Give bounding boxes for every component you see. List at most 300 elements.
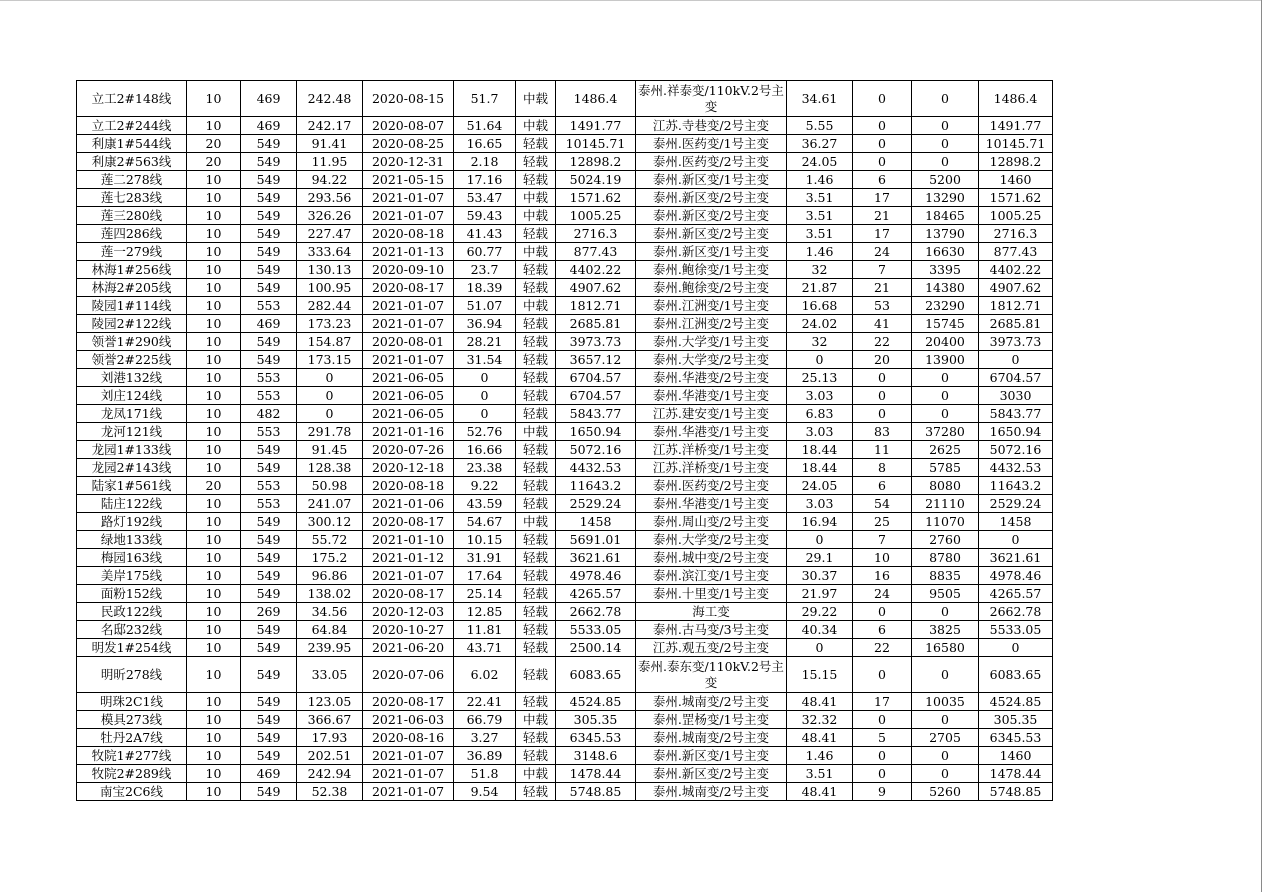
line-name-cell: 民政122线 <box>77 603 187 621</box>
table-row <box>77 585 1053 603</box>
load-rate-cell: 17.16 <box>454 171 516 189</box>
date-cell: 2021-05-15 <box>363 171 454 189</box>
substation-rate-cell: 0 <box>787 531 853 549</box>
date-cell: 2021-01-07 <box>363 315 454 333</box>
capacity-cell: 549 <box>241 243 297 261</box>
remaining-capacity-cell: 1571.62 <box>979 189 1053 207</box>
load-status-cell: 轻载 <box>516 531 556 549</box>
remaining-capacity-cell: 877.43 <box>979 243 1053 261</box>
reported-capacity-cell: 13900 <box>912 351 979 369</box>
table-row <box>77 639 1053 657</box>
remaining-capacity-cell: 4978.46 <box>979 567 1053 585</box>
line-name-cell: 陵园1#114线 <box>77 297 187 315</box>
capacity-cell: 549 <box>241 657 297 693</box>
load-cell: 242.17 <box>297 117 363 135</box>
table-row <box>77 207 1053 225</box>
substation-cell: 泰州.医药变/1号主变 <box>636 135 787 153</box>
capacity-cell: 549 <box>241 441 297 459</box>
load-cell: 300.12 <box>297 513 363 531</box>
load-cell: 91.45 <box>297 441 363 459</box>
substation-cell: 泰州.新区变/1号主变 <box>636 243 787 261</box>
count-cell: 8 <box>853 459 912 477</box>
available-capacity-cell: 2716.3 <box>556 225 636 243</box>
load-status-cell: 轻载 <box>516 315 556 333</box>
count-cell: 24 <box>853 243 912 261</box>
load-rate-cell: 66.79 <box>454 711 516 729</box>
load-rate-cell: 31.91 <box>454 549 516 567</box>
substation-rate-cell: 5.55 <box>787 117 853 135</box>
capacity-cell: 549 <box>241 711 297 729</box>
count-cell: 54 <box>853 495 912 513</box>
load-cell: 100.95 <box>297 279 363 297</box>
available-capacity-cell: 5691.01 <box>556 531 636 549</box>
load-status-cell: 轻载 <box>516 279 556 297</box>
substation-rate-cell: 18.44 <box>787 459 853 477</box>
voltage-cell: 20 <box>187 135 241 153</box>
load-rate-cell: 43.59 <box>454 495 516 513</box>
available-capacity-cell: 2685.81 <box>556 315 636 333</box>
date-cell: 2021-01-07 <box>363 765 454 783</box>
date-cell: 2021-01-06 <box>363 495 454 513</box>
load-status-cell: 轻载 <box>516 171 556 189</box>
date-cell: 2020-12-18 <box>363 459 454 477</box>
substation-rate-cell: 40.34 <box>787 621 853 639</box>
count-cell: 0 <box>853 387 912 405</box>
date-cell: 2020-08-17 <box>363 513 454 531</box>
date-cell: 2020-12-03 <box>363 603 454 621</box>
reported-capacity-cell: 11070 <box>912 513 979 531</box>
table-row <box>77 243 1053 261</box>
count-cell: 21 <box>853 279 912 297</box>
voltage-cell: 10 <box>187 639 241 657</box>
capacity-cell: 549 <box>241 351 297 369</box>
remaining-capacity-cell: 1005.25 <box>979 207 1053 225</box>
load-rate-cell: 9.22 <box>454 477 516 495</box>
substation-rate-cell: 0 <box>787 639 853 657</box>
line-name-cell: 莲七283线 <box>77 189 187 207</box>
capacity-cell: 549 <box>241 621 297 639</box>
load-status-cell: 轻载 <box>516 261 556 279</box>
available-capacity-cell: 4907.62 <box>556 279 636 297</box>
capacity-cell: 549 <box>241 783 297 801</box>
date-cell: 2020-08-18 <box>363 477 454 495</box>
capacity-cell: 549 <box>241 279 297 297</box>
available-capacity-cell: 10145.71 <box>556 135 636 153</box>
voltage-cell: 10 <box>187 297 241 315</box>
line-name-cell: 龙园2#143线 <box>77 459 187 477</box>
load-rate-cell: 59.43 <box>454 207 516 225</box>
substation-rate-cell: 24.05 <box>787 477 853 495</box>
count-cell: 25 <box>853 513 912 531</box>
capacity-cell: 553 <box>241 297 297 315</box>
count-cell: 0 <box>853 747 912 765</box>
substation-rate-cell: 3.03 <box>787 387 853 405</box>
capacity-cell: 549 <box>241 207 297 225</box>
reported-capacity-cell: 5260 <box>912 783 979 801</box>
line-name-cell: 牧院2#289线 <box>77 765 187 783</box>
load-status-cell: 中载 <box>516 513 556 531</box>
count-cell: 6 <box>853 621 912 639</box>
load-cell: 138.02 <box>297 585 363 603</box>
substation-cell: 泰州.大学变/2号主变 <box>636 351 787 369</box>
date-cell: 2021-01-13 <box>363 243 454 261</box>
substation-cell: 泰州.大学变/2号主变 <box>636 531 787 549</box>
line-name-cell: 牡丹2A7线 <box>77 729 187 747</box>
substation-cell: 泰州.江洲变/2号主变 <box>636 315 787 333</box>
table-row <box>77 729 1053 747</box>
voltage-cell: 10 <box>187 225 241 243</box>
remaining-capacity-cell: 1458 <box>979 513 1053 531</box>
load-status-cell: 轻载 <box>516 495 556 513</box>
remaining-capacity-cell: 6345.53 <box>979 729 1053 747</box>
voltage-cell: 10 <box>187 441 241 459</box>
date-cell: 2021-01-16 <box>363 423 454 441</box>
load-rate-cell: 36.94 <box>454 315 516 333</box>
load-status-cell: 中载 <box>516 243 556 261</box>
capacity-cell: 553 <box>241 387 297 405</box>
load-cell: 173.23 <box>297 315 363 333</box>
voltage-cell: 10 <box>187 423 241 441</box>
date-cell: 2021-06-03 <box>363 711 454 729</box>
load-status-cell: 轻载 <box>516 225 556 243</box>
count-cell: 9 <box>853 783 912 801</box>
load-cell: 33.05 <box>297 657 363 693</box>
load-cell: 123.05 <box>297 693 363 711</box>
date-cell: 2021-01-07 <box>363 189 454 207</box>
count-cell: 22 <box>853 639 912 657</box>
count-cell: 0 <box>853 369 912 387</box>
available-capacity-cell: 4978.46 <box>556 567 636 585</box>
date-cell: 2021-01-07 <box>363 207 454 225</box>
load-status-cell: 轻载 <box>516 333 556 351</box>
capacity-cell: 469 <box>241 765 297 783</box>
capacity-cell: 469 <box>241 117 297 135</box>
available-capacity-cell: 1650.94 <box>556 423 636 441</box>
count-cell: 7 <box>853 531 912 549</box>
line-name-cell: 龙河121线 <box>77 423 187 441</box>
substation-rate-cell: 34.61 <box>787 81 853 117</box>
remaining-capacity-cell: 1460 <box>979 171 1053 189</box>
substation-rate-cell: 30.37 <box>787 567 853 585</box>
date-cell: 2020-10-27 <box>363 621 454 639</box>
substation-rate-cell: 24.05 <box>787 153 853 171</box>
remaining-capacity-cell: 2685.81 <box>979 315 1053 333</box>
table-row <box>77 567 1053 585</box>
reported-capacity-cell: 5785 <box>912 459 979 477</box>
line-name-cell: 绿地133线 <box>77 531 187 549</box>
load-cell: 11.95 <box>297 153 363 171</box>
substation-rate-cell: 32.32 <box>787 711 853 729</box>
available-capacity-cell: 877.43 <box>556 243 636 261</box>
remaining-capacity-cell: 0 <box>979 531 1053 549</box>
voltage-cell: 10 <box>187 351 241 369</box>
substation-cell: 泰州.大学变/1号主变 <box>636 333 787 351</box>
remaining-capacity-cell: 1478.44 <box>979 765 1053 783</box>
voltage-cell: 10 <box>187 783 241 801</box>
capacity-cell: 549 <box>241 549 297 567</box>
voltage-cell: 10 <box>187 207 241 225</box>
remaining-capacity-cell: 1460 <box>979 747 1053 765</box>
count-cell: 53 <box>853 297 912 315</box>
available-capacity-cell: 6345.53 <box>556 729 636 747</box>
reported-capacity-cell: 0 <box>912 747 979 765</box>
available-capacity-cell: 2500.14 <box>556 639 636 657</box>
table-row <box>77 81 1053 117</box>
voltage-cell: 10 <box>187 279 241 297</box>
date-cell: 2020-08-16 <box>363 729 454 747</box>
substation-cell: 泰州.泰东变/110kV.2号主变 <box>636 657 787 693</box>
capacity-cell: 553 <box>241 423 297 441</box>
load-cell: 0 <box>297 387 363 405</box>
reported-capacity-cell: 9505 <box>912 585 979 603</box>
line-name-cell: 立工2#244线 <box>77 117 187 135</box>
load-status-cell: 轻载 <box>516 351 556 369</box>
load-status-cell: 轻载 <box>516 639 556 657</box>
line-name-cell: 莲四286线 <box>77 225 187 243</box>
voltage-cell: 10 <box>187 657 241 693</box>
table-row <box>77 405 1053 423</box>
remaining-capacity-cell: 3973.73 <box>979 333 1053 351</box>
date-cell: 2020-08-25 <box>363 135 454 153</box>
remaining-capacity-cell: 10145.71 <box>979 135 1053 153</box>
capacity-cell: 553 <box>241 495 297 513</box>
remaining-capacity-cell: 305.35 <box>979 711 1053 729</box>
substation-cell: 泰州.新区变/2号主变 <box>636 765 787 783</box>
capacity-cell: 549 <box>241 729 297 747</box>
load-rate-cell: 28.21 <box>454 333 516 351</box>
count-cell: 24 <box>853 585 912 603</box>
substation-cell: 泰州.华港变/1号主变 <box>636 495 787 513</box>
load-status-cell: 轻载 <box>516 567 556 585</box>
load-cell: 154.87 <box>297 333 363 351</box>
voltage-cell: 10 <box>187 621 241 639</box>
remaining-capacity-cell: 1812.71 <box>979 297 1053 315</box>
reported-capacity-cell: 0 <box>912 153 979 171</box>
voltage-cell: 10 <box>187 459 241 477</box>
count-cell: 0 <box>853 405 912 423</box>
reported-capacity-cell: 0 <box>912 117 979 135</box>
capacity-cell: 549 <box>241 135 297 153</box>
substation-rate-cell: 6.83 <box>787 405 853 423</box>
load-status-cell: 中载 <box>516 765 556 783</box>
substation-cell: 泰州.十里变/1号主变 <box>636 585 787 603</box>
load-status-cell: 轻载 <box>516 477 556 495</box>
voltage-cell: 10 <box>187 333 241 351</box>
load-rate-cell: 9.54 <box>454 783 516 801</box>
available-capacity-cell: 1812.71 <box>556 297 636 315</box>
load-cell: 291.78 <box>297 423 363 441</box>
reported-capacity-cell: 0 <box>912 81 979 117</box>
substation-rate-cell: 36.27 <box>787 135 853 153</box>
feeder-load-table <box>76 80 1053 801</box>
line-name-cell: 领誉2#225线 <box>77 351 187 369</box>
remaining-capacity-cell: 3621.61 <box>979 549 1053 567</box>
available-capacity-cell: 5072.16 <box>556 441 636 459</box>
count-cell: 5 <box>853 729 912 747</box>
count-cell: 6 <box>853 171 912 189</box>
load-rate-cell: 0 <box>454 387 516 405</box>
load-status-cell: 中载 <box>516 189 556 207</box>
load-cell: 282.44 <box>297 297 363 315</box>
voltage-cell: 10 <box>187 387 241 405</box>
available-capacity-cell: 6083.65 <box>556 657 636 693</box>
voltage-cell: 10 <box>187 405 241 423</box>
reported-capacity-cell: 3825 <box>912 621 979 639</box>
count-cell: 17 <box>853 693 912 711</box>
count-cell: 0 <box>853 765 912 783</box>
load-cell: 17.93 <box>297 729 363 747</box>
substation-rate-cell: 3.51 <box>787 225 853 243</box>
count-cell: 0 <box>853 81 912 117</box>
remaining-capacity-cell: 4907.62 <box>979 279 1053 297</box>
substation-rate-cell: 29.22 <box>787 603 853 621</box>
available-capacity-cell: 1005.25 <box>556 207 636 225</box>
substation-rate-cell: 48.41 <box>787 729 853 747</box>
count-cell: 17 <box>853 225 912 243</box>
voltage-cell: 10 <box>187 693 241 711</box>
reported-capacity-cell: 0 <box>912 657 979 693</box>
count-cell: 10 <box>853 549 912 567</box>
voltage-cell: 10 <box>187 585 241 603</box>
line-name-cell: 面粉152线 <box>77 585 187 603</box>
capacity-cell: 553 <box>241 369 297 387</box>
date-cell: 2021-01-07 <box>363 783 454 801</box>
date-cell: 2021-06-05 <box>363 405 454 423</box>
table-row <box>77 765 1053 783</box>
substation-rate-cell: 29.1 <box>787 549 853 567</box>
count-cell: 6 <box>853 477 912 495</box>
load-rate-cell: 17.64 <box>454 567 516 585</box>
load-rate-cell: 16.65 <box>454 135 516 153</box>
remaining-capacity-cell: 5843.77 <box>979 405 1053 423</box>
remaining-capacity-cell: 5533.05 <box>979 621 1053 639</box>
reported-capacity-cell: 16580 <box>912 639 979 657</box>
table-row <box>77 513 1053 531</box>
substation-rate-cell: 15.15 <box>787 657 853 693</box>
available-capacity-cell: 6704.57 <box>556 369 636 387</box>
load-cell: 128.38 <box>297 459 363 477</box>
available-capacity-cell: 3973.73 <box>556 333 636 351</box>
date-cell: 2021-01-07 <box>363 747 454 765</box>
reported-capacity-cell: 8835 <box>912 567 979 585</box>
substation-cell: 泰州.周山变/2号主变 <box>636 513 787 531</box>
count-cell: 0 <box>853 135 912 153</box>
reported-capacity-cell: 13290 <box>912 189 979 207</box>
substation-cell: 泰州.华港变/1号主变 <box>636 423 787 441</box>
available-capacity-cell: 305.35 <box>556 711 636 729</box>
date-cell: 2021-01-07 <box>363 297 454 315</box>
voltage-cell: 10 <box>187 603 241 621</box>
available-capacity-cell: 5024.19 <box>556 171 636 189</box>
voltage-cell: 10 <box>187 765 241 783</box>
load-status-cell: 轻载 <box>516 459 556 477</box>
reported-capacity-cell: 15745 <box>912 315 979 333</box>
available-capacity-cell: 5843.77 <box>556 405 636 423</box>
substation-rate-cell: 24.02 <box>787 315 853 333</box>
load-rate-cell: 31.54 <box>454 351 516 369</box>
load-cell: 52.38 <box>297 783 363 801</box>
line-name-cell: 莲一279线 <box>77 243 187 261</box>
date-cell: 2021-06-05 <box>363 369 454 387</box>
load-status-cell: 轻载 <box>516 783 556 801</box>
load-rate-cell: 2.18 <box>454 153 516 171</box>
reported-capacity-cell: 21110 <box>912 495 979 513</box>
capacity-cell: 549 <box>241 261 297 279</box>
table-row <box>77 135 1053 153</box>
load-rate-cell: 18.39 <box>454 279 516 297</box>
voltage-cell: 10 <box>187 729 241 747</box>
date-cell: 2020-08-17 <box>363 585 454 603</box>
voltage-cell: 10 <box>187 711 241 729</box>
substation-cell: 泰州.华港变/1号主变 <box>636 387 787 405</box>
load-rate-cell: 25.14 <box>454 585 516 603</box>
line-name-cell: 陆家1#561线 <box>77 477 187 495</box>
capacity-cell: 549 <box>241 747 297 765</box>
remaining-capacity-cell: 0 <box>979 639 1053 657</box>
substation-rate-cell: 32 <box>787 333 853 351</box>
table-row <box>77 477 1053 495</box>
capacity-cell: 549 <box>241 225 297 243</box>
load-cell: 50.98 <box>297 477 363 495</box>
reported-capacity-cell: 0 <box>912 711 979 729</box>
date-cell: 2021-06-05 <box>363 387 454 405</box>
load-status-cell: 轻载 <box>516 369 556 387</box>
load-cell: 227.47 <box>297 225 363 243</box>
substation-cell: 泰州.罡杨变/1号主变 <box>636 711 787 729</box>
load-status-cell: 中载 <box>516 711 556 729</box>
date-cell: 2021-01-12 <box>363 549 454 567</box>
reported-capacity-cell: 23290 <box>912 297 979 315</box>
reported-capacity-cell: 0 <box>912 765 979 783</box>
substation-cell: 泰州.城南变/2号主变 <box>636 693 787 711</box>
reported-capacity-cell: 14380 <box>912 279 979 297</box>
table-row <box>77 531 1053 549</box>
remaining-capacity-cell: 5072.16 <box>979 441 1053 459</box>
load-cell: 241.07 <box>297 495 363 513</box>
reported-capacity-cell: 8080 <box>912 477 979 495</box>
load-rate-cell: 23.7 <box>454 261 516 279</box>
count-cell: 22 <box>853 333 912 351</box>
count-cell: 0 <box>853 117 912 135</box>
load-rate-cell: 54.67 <box>454 513 516 531</box>
voltage-cell: 10 <box>187 117 241 135</box>
capacity-cell: 549 <box>241 333 297 351</box>
load-status-cell: 中载 <box>516 297 556 315</box>
remaining-capacity-cell: 11643.2 <box>979 477 1053 495</box>
table-row <box>77 351 1053 369</box>
load-cell: 94.22 <box>297 171 363 189</box>
line-name-cell: 明发1#254线 <box>77 639 187 657</box>
remaining-capacity-cell: 2662.78 <box>979 603 1053 621</box>
remaining-capacity-cell: 4432.53 <box>979 459 1053 477</box>
count-cell: 17 <box>853 189 912 207</box>
substation-rate-cell: 1.46 <box>787 171 853 189</box>
substation-rate-cell: 16.94 <box>787 513 853 531</box>
reported-capacity-cell: 18465 <box>912 207 979 225</box>
reported-capacity-cell: 0 <box>912 603 979 621</box>
load-rate-cell: 6.02 <box>454 657 516 693</box>
remaining-capacity-cell: 4524.85 <box>979 693 1053 711</box>
count-cell: 7 <box>853 261 912 279</box>
table-row <box>77 441 1053 459</box>
substation-cell: 泰州.华港变/2号主变 <box>636 369 787 387</box>
table-row <box>77 297 1053 315</box>
table-row <box>77 117 1053 135</box>
table-row <box>77 459 1053 477</box>
table-row <box>77 711 1053 729</box>
load-rate-cell: 22.41 <box>454 693 516 711</box>
load-cell: 55.72 <box>297 531 363 549</box>
